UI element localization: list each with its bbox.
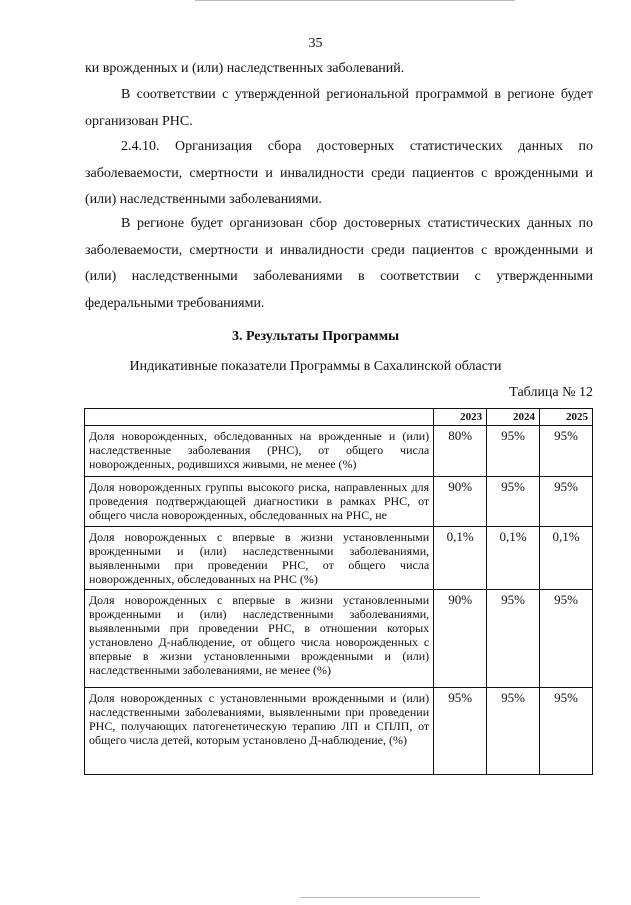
- header-cell-indicator: [85, 409, 434, 426]
- table-row: [85, 477, 593, 527]
- value-2024: 95%: [487, 688, 540, 775]
- value-2025: 95%: [540, 477, 593, 527]
- value-2024: 0,1%: [487, 527, 540, 590]
- paragraph-4: В регионе будет организован сбор достоверных статистических данных по заболеваемости, смертности и инвалидности среди пациентов с врожденными и (или) наследственными заболеваниями в соответствии с утвержденными федеральными требованиями.: [85, 216, 593, 311]
- value-2023: 90%: [434, 590, 487, 688]
- value-2023: 80%: [434, 426, 487, 477]
- table-caption: Индикативные показатели Программы в Сахалинской области: [129, 359, 502, 374]
- section-title: 3. Результаты Программы: [231, 329, 400, 344]
- value-2025: 95%: [540, 590, 593, 688]
- value-2024: 95%: [487, 477, 540, 527]
- table-row: [85, 426, 593, 477]
- indicator-description: Доля новорожденных группы высокого риска, направленных для проведения подтверждающей диагностики в рамках РНС, от общего числа новорожденных, обследованных на РНС, не: [85, 477, 434, 527]
- paragraph-3: 2.4.10. Организация сбора достоверных статистических данных по заболеваемости, смертности и инвалидности среди пациентов с врожденными и (или) наследственными заболеваниями.: [85, 139, 593, 207]
- indicator-description: Доля новорожденных, обследованных на врожденные и (или) наследственные заболевания (РНС), от общего числа новорожденных, родившихся живыми, не менее (%): [85, 426, 434, 477]
- indicator-description: Доля новорожденных с впервые в жизни установленными врожденными и (или) наследственными заболеваниями, выявленными при проведении РНС, от общего числа новорожденных, обследованных на РНС (%): [85, 527, 434, 590]
- header-cell-2025: 2025: [540, 409, 593, 426]
- value-2023: 95%: [434, 688, 487, 775]
- indicators-table: [84, 408, 593, 775]
- scan-artifact-line: [300, 897, 480, 898]
- value-2023: 0,1%: [434, 527, 487, 590]
- header-cell-2024: 2024: [487, 409, 540, 426]
- table-number: Таблица № 12: [509, 385, 593, 400]
- header-cell-2023: 2023: [434, 409, 487, 426]
- table-row: [85, 688, 593, 775]
- table-header-row: [85, 409, 593, 426]
- scan-artifact-line: [195, 0, 515, 1]
- paragraph-2: В соответствии с утвержденной региональной программой в регионе будет организован РНС.: [85, 87, 593, 129]
- value-2024: 95%: [487, 590, 540, 688]
- value-2024: 95%: [487, 426, 540, 477]
- value-2025: 0,1%: [540, 527, 593, 590]
- value-2025: 95%: [540, 426, 593, 477]
- table-row: [85, 527, 593, 590]
- paragraph-1: ки врожденных и (или) наследственных заболеваний.: [85, 61, 405, 76]
- value-2025: 95%: [540, 688, 593, 775]
- value-2023: 90%: [434, 477, 487, 527]
- table-row: [85, 590, 593, 688]
- page-number: 35: [308, 36, 323, 51]
- indicator-description: Доля новорожденных с установленными врожденными и (или) наследственными заболеваниями, выявленными при проведении РНС, получающих патогенетическую терапию ЛП и СПЛП, от общего числа детей, которым установлено Д-наблюдение, (%): [85, 688, 434, 775]
- indicator-description: Доля новорожденных с впервые в жизни установленными врожденными и (или) наследственными заболеваниями, выявленными при проведении РНС, в отношении которых установлено Д-наблюдение, от общего числа новорожденных с впервые в жизни установленными врожденными и (или) наследственными заболеваниями, не менее (%): [85, 590, 434, 688]
